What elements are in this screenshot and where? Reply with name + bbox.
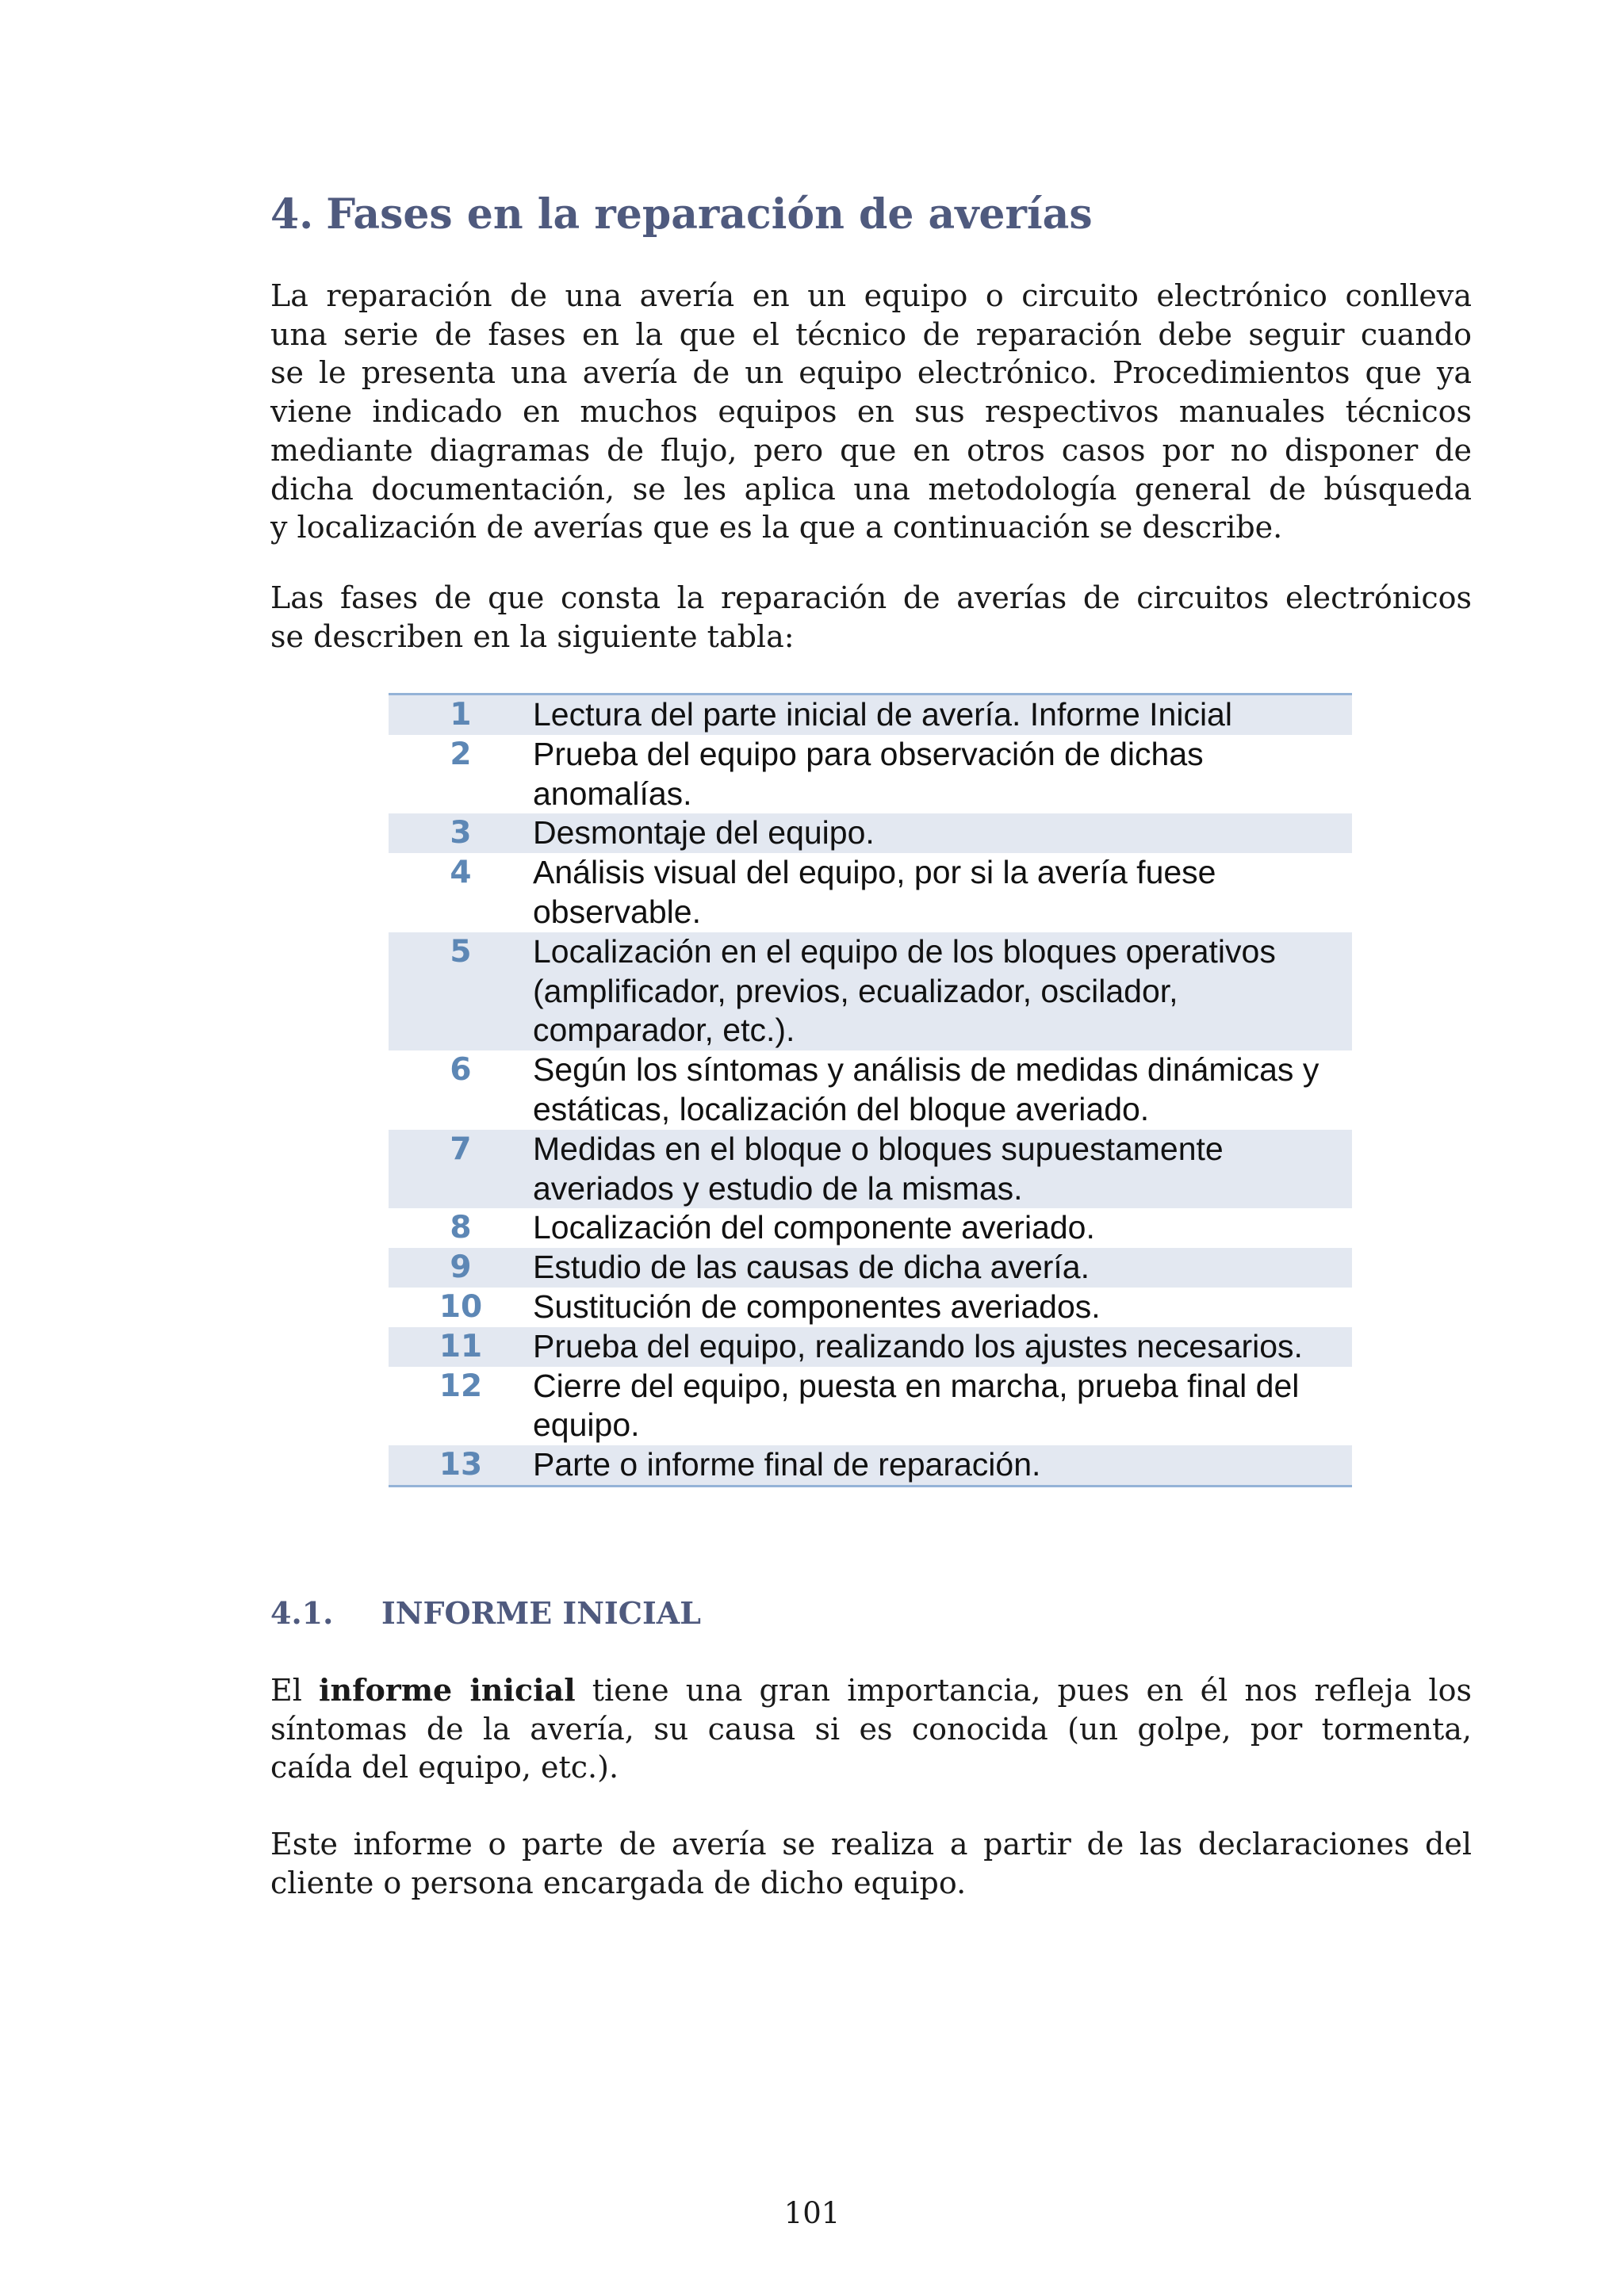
phase-description <box>533 695 1352 735</box>
phase-number: 6 <box>450 1052 472 1089</box>
subsection-title: INFORME INICIAL <box>381 1595 701 1631</box>
phase-number: 5 <box>389 932 533 1050</box>
phase-number: 3 <box>389 813 533 853</box>
phase-description-line: Estudio de las causas de dicha avería. <box>533 1249 1090 1286</box>
phase-number: 12 <box>439 1368 483 1404</box>
page-number: 101 <box>783 2196 841 2230</box>
phase-description-line: Medidas en el bloque o bloques supuestamente <box>533 1130 1224 1167</box>
phase-row <box>389 1050 1352 1130</box>
subsection-heading <box>270 1595 701 1631</box>
phase-description <box>533 1445 1352 1486</box>
informe-paragraph <box>270 1671 1472 1787</box>
phase-number: 13 <box>389 1445 533 1486</box>
informe-line: caída del equipo, etc.). <box>270 1750 619 1785</box>
phase-description-line: Sustitución de componentes averiados. <box>533 1288 1101 1325</box>
phase-description <box>533 1130 1352 1209</box>
phase-row <box>389 735 1352 814</box>
phase-number: 1 <box>389 695 533 735</box>
section-number: 4. <box>270 190 314 239</box>
phase-number: 2 <box>450 736 472 772</box>
phase-description-line: anomalías. <box>533 775 692 812</box>
phase-description-line: estáticas, localización del bloque averiado. <box>533 1090 1150 1127</box>
phase-description <box>533 1248 1352 1288</box>
phase-number: 4 <box>450 855 472 891</box>
phase-row <box>389 1367 1352 1446</box>
phase-description-line: Parte o informe final de reparación. <box>533 1446 1041 1483</box>
phase-description-line: Desmontaje del equipo. <box>533 814 875 851</box>
phase-number: 11 <box>389 1327 533 1367</box>
phase-row <box>389 1208 1352 1248</box>
phase-description-line: equipo. <box>533 1406 640 1444</box>
phase-description <box>533 853 1352 932</box>
intro-line: y localización de averías que es la que a continuación se describe. <box>270 510 1283 545</box>
intro-line: La reparación de una avería en un equipo o circuito electrónico conlleva <box>270 278 1472 313</box>
phase-description <box>533 1327 1352 1367</box>
phase-description-line: observable. <box>533 893 701 930</box>
phases-table <box>389 693 1352 1487</box>
phase-description <box>533 735 1352 814</box>
phase-description <box>533 932 1352 1050</box>
informe-line: síntomas de la avería, su causa si es conocida (un golpe, por tormenta, <box>270 1711 1472 1747</box>
parte-paragraph <box>270 1825 1472 1902</box>
phases-table-body <box>389 695 1352 1487</box>
phase-description-line: comparador, etc.). <box>533 1012 795 1049</box>
phase-row <box>389 932 1352 1050</box>
table-intro-paragraph <box>270 579 1472 656</box>
intro-line: se le presenta una avería de un equipo electrónico. Procedimientos que ya <box>270 355 1472 391</box>
phase-description-line: (amplificador, previos, ecualizador, oscilador, <box>533 972 1178 1009</box>
intro-paragraph <box>270 277 1472 547</box>
subsection-number: 4.1. <box>270 1595 334 1631</box>
phase-description-line: Localización del componente averiado. <box>533 1209 1095 1246</box>
phase-description <box>533 813 1352 853</box>
phase-description-line: Localización en el equipo de los bloques operativos <box>533 932 1276 970</box>
intro-line: dicha documentación, se les aplica una metodología general de búsqueda <box>270 471 1472 507</box>
phase-row <box>389 1130 1352 1209</box>
informe-line <box>270 1671 1472 1710</box>
phase-description <box>533 1208 1352 1248</box>
intro-line: mediante diagramas de flujo, pero que en otros casos por no disponer de <box>270 432 1472 468</box>
phase-number: 8 <box>450 1210 472 1246</box>
phase-row <box>389 1445 1352 1486</box>
phase-row <box>389 853 1352 932</box>
intro-line: viene indicado en muchos equipos en sus respectivos manuales técnicos <box>270 394 1472 430</box>
section-title: Fases en la reparación de averías <box>326 190 1093 239</box>
phase-row <box>389 1248 1352 1288</box>
parte-line: Este informe o parte de avería se realiza a partir de las declaraciones del <box>270 1827 1472 1862</box>
phase-description <box>533 1288 1352 1327</box>
phase-description-line: Cierre del equipo, puesta en marcha, prueba final del <box>533 1367 1300 1404</box>
phase-description-line: Análisis visual del equipo, por si la avería fuese <box>533 854 1216 891</box>
phase-description-line: Prueba del equipo, realizando los ajustes necesarios. <box>533 1327 1303 1364</box>
phase-number: 9 <box>389 1248 533 1288</box>
phase-description-line: Según los síntomas y análisis de medidas dinámicas y <box>533 1051 1320 1089</box>
phase-number: 10 <box>439 1288 483 1325</box>
phase-description <box>533 1367 1352 1446</box>
table-intro-line: se describen en la siguiente tabla: <box>270 618 795 654</box>
phase-description-line: Prueba del equipo para observación de dichas <box>533 735 1204 772</box>
informe-prefix: El <box>270 1673 302 1708</box>
phase-row <box>389 813 1352 853</box>
informe-rest: tiene una gran importancia, pues en él nos refleja los <box>592 1673 1472 1708</box>
phase-number: 7 <box>389 1130 533 1209</box>
parte-line: cliente o persona encargada de dicho equipo. <box>270 1865 967 1900</box>
phase-row <box>389 1327 1352 1367</box>
informe-bold-term: informe inicial <box>319 1672 576 1708</box>
phase-description <box>533 1050 1352 1130</box>
intro-line: una serie de fases en la que el técnico de reparación debe seguir cuando <box>270 316 1472 352</box>
table-intro-line: Las fases de que consta la reparación de averías de circuitos electrónicos <box>270 580 1472 615</box>
phase-row <box>389 1288 1352 1327</box>
phase-row <box>389 695 1352 735</box>
phase-description-line: averiados y estudio de la mismas. <box>533 1169 1023 1207</box>
section-heading <box>270 190 1093 239</box>
phase-description-line: Lectura del parte inicial de avería. Informe Inicial <box>533 696 1232 733</box>
